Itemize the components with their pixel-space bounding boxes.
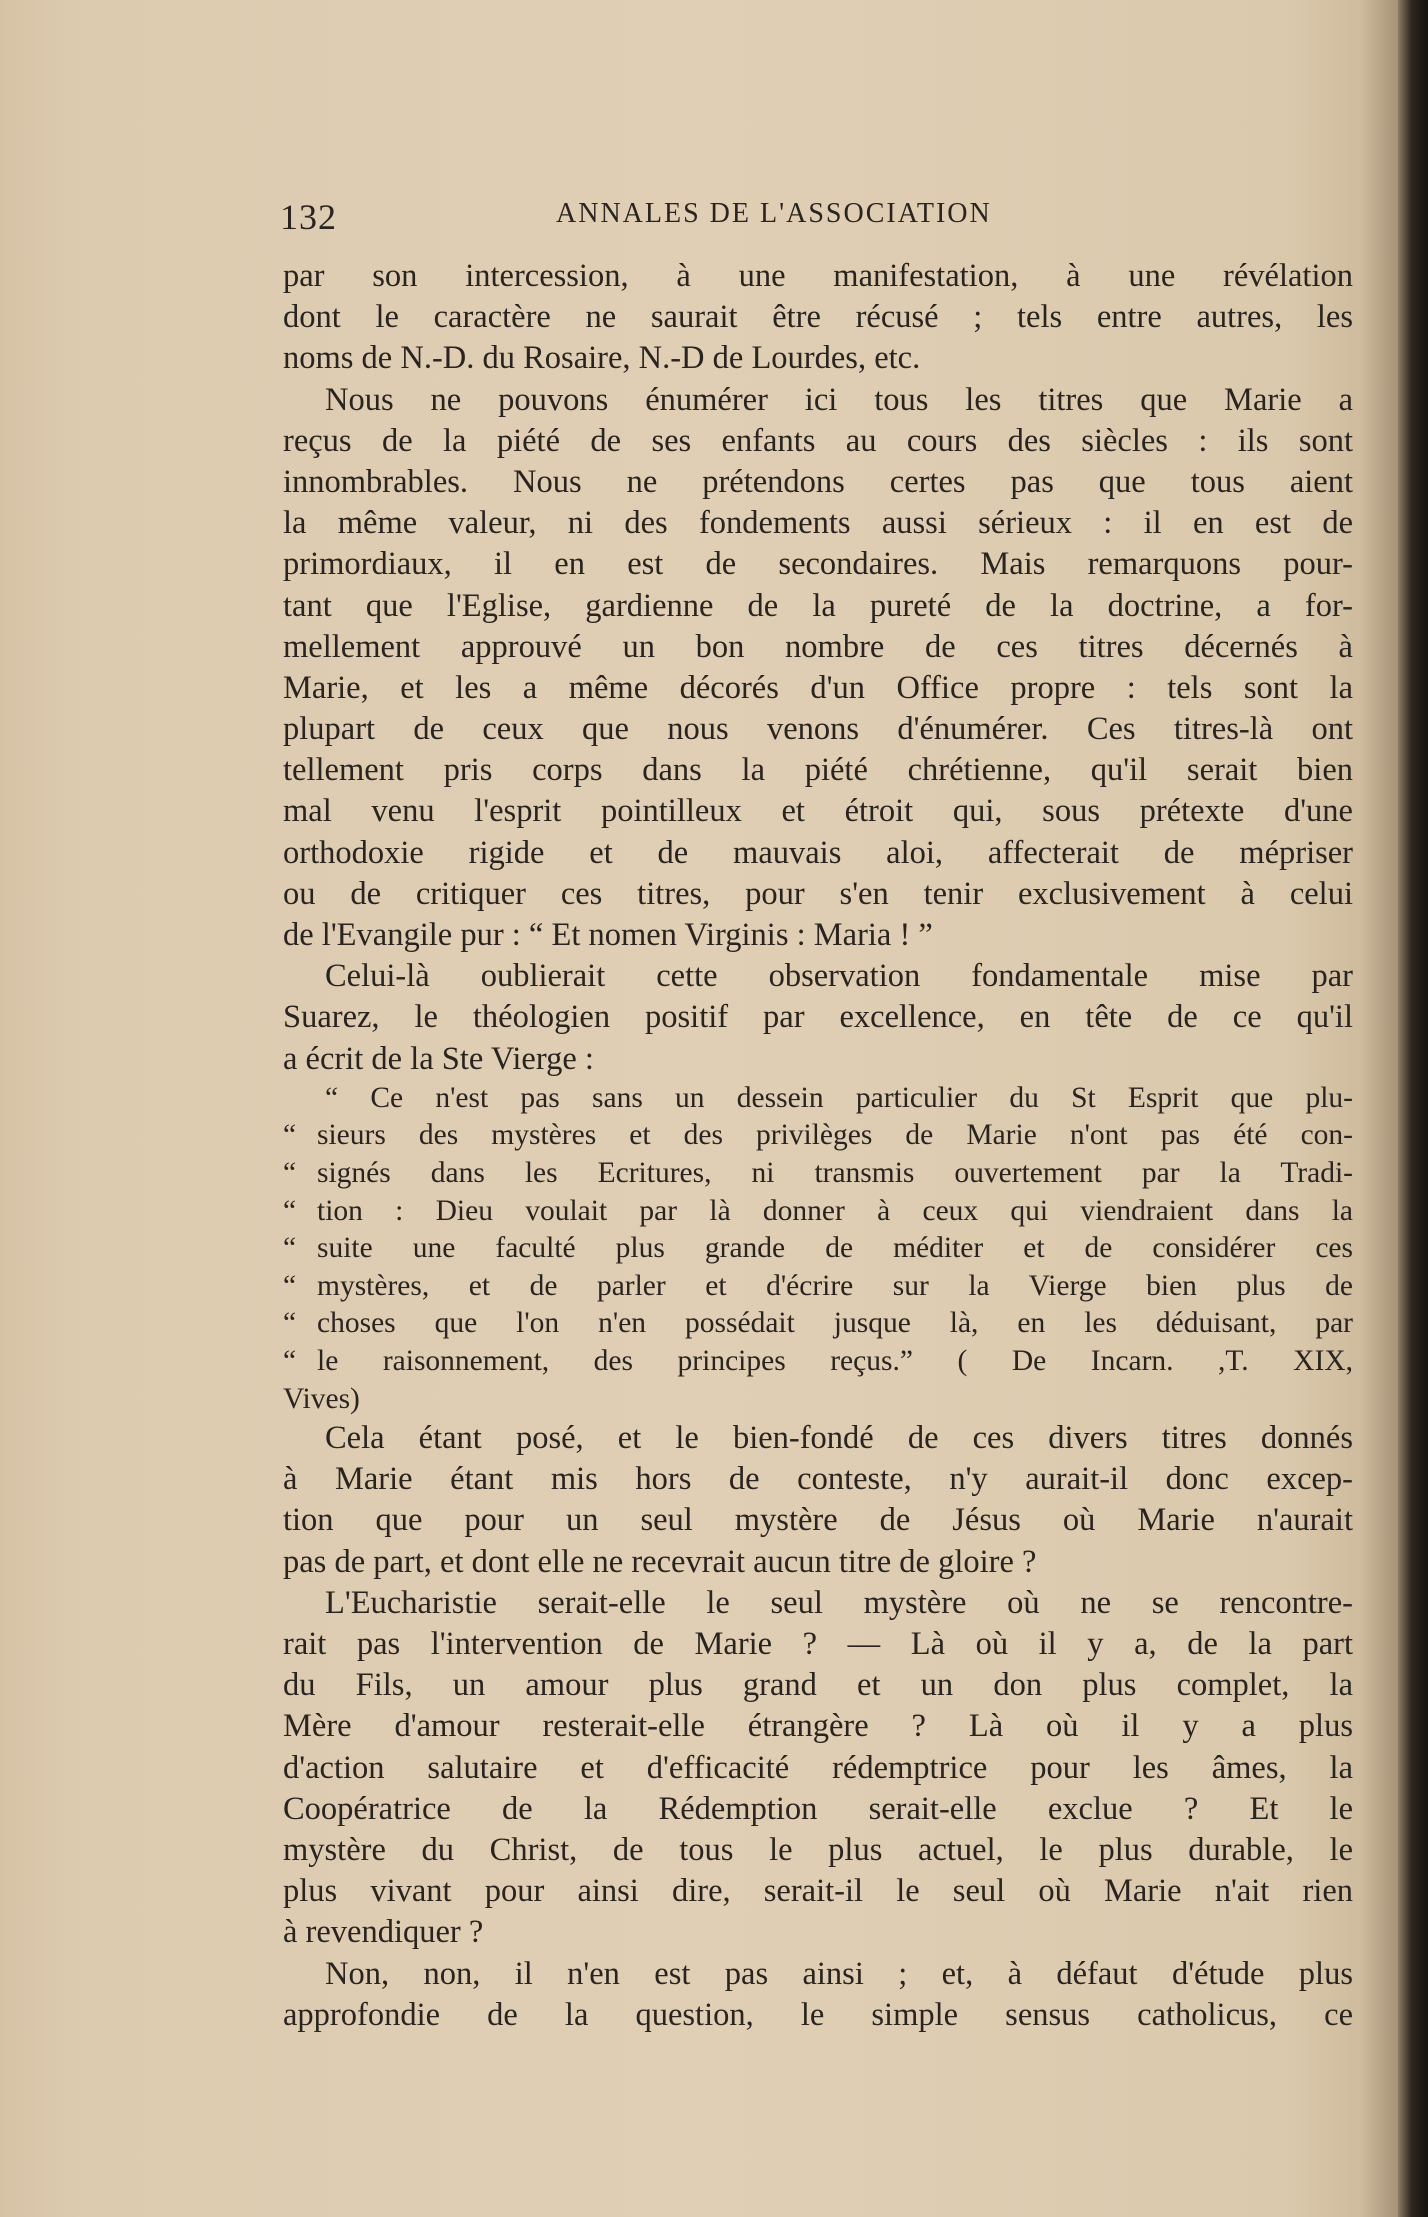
quote-mark: “ <box>283 1307 297 1340</box>
text-line: orthodoxie rigide et de mauvais aloi, affecterait de mépriser <box>283 834 1353 871</box>
page-number: 132 <box>280 197 337 237</box>
page-header <box>280 196 1355 240</box>
quote-mark: “ <box>283 1269 297 1302</box>
text-line: Celui-là oublierait cette observation fondamentale mise par <box>325 958 1353 995</box>
text-line: mal venu l'esprit pointilleux et étroit qui, sous prétexte d'une <box>283 793 1353 830</box>
quote-text: mystères, et de parler et d'écrire sur la Vierge bien plus de <box>317 1269 1353 1302</box>
quote-text: signés dans les Ecritures, ni transmis ouvertement par la Tradi- <box>317 1156 1353 1189</box>
quote-mark: “ <box>283 1344 297 1377</box>
quote-mark: “ <box>283 1194 297 1227</box>
text-line: de l'Evangile pur : “ Et nomen Virginis : Maria ! ” <box>283 917 933 953</box>
quote-text: suite une faculté plus grande de méditer et de considérer ces <box>317 1232 1353 1265</box>
running-head: ANNALES DE L'ASSOCIATION <box>556 198 992 229</box>
quote-line <box>283 1193 1353 1231</box>
text-line: noms de N.-D. du Rosaire, N.-D de Lourdes, etc. <box>283 340 921 377</box>
quote-line <box>283 1268 1353 1306</box>
quote-line <box>283 1305 1353 1343</box>
text-line: pas de part, et dont elle ne recevrait aucun titre de gloire ? <box>283 1543 1037 1580</box>
quote-line <box>283 1155 1353 1193</box>
body-text <box>283 256 1353 2036</box>
text-line: mellement approuvé un bon nombre de ces titres décernés à <box>283 628 1353 665</box>
text-line: Nous ne pouvons énumérer ici tous les titres que Marie a <box>325 381 1353 418</box>
text-line: approfondie de la question, le simple sensus catholicus, ce <box>283 1996 1353 2033</box>
text-line: Suarez, le théologien positif par excellence, en tête de ce qu'il <box>283 999 1353 1036</box>
text-line: à revendiquer ? <box>283 1914 484 1951</box>
text-line: reçus de la piété de ses enfants au cours des siècles : ils sont <box>283 422 1353 459</box>
text-line: tion que pour un seul mystère de Jésus où Marie n'aurait <box>283 1502 1353 1539</box>
text-line: plupart de ceux que nous venons d'énumérer. Ces titres-là ont <box>283 711 1353 748</box>
text-line: rait pas l'intervention de Marie ? — Là où il y a, de la part <box>283 1626 1353 1663</box>
text-line: plus vivant pour ainsi dire, serait-il le seul où Marie n'ait rien <box>283 1873 1353 1910</box>
quote-line: “ Ce n'est pas sans un dessein particulier du St Esprit que plu- <box>325 1081 1353 1114</box>
quote-mark: “ <box>283 1232 297 1265</box>
quote-line <box>283 1343 1353 1381</box>
text-line: Non, non, il n'en est pas ainsi ; et, à défaut d'étude plus <box>325 1955 1353 1992</box>
text-line: Coopératrice de la Rédemption serait-elle exclue ? Et le <box>283 1790 1353 1827</box>
text-line: du Fils, un amour plus grand et un don plus complet, la <box>283 1667 1353 1704</box>
text-line: tant que l'Eglise, gardienne de la pureté de la doctrine, a for- <box>283 587 1353 624</box>
text-line: dont le caractère ne saurait être récusé ; tels entre autres, les <box>283 299 1353 336</box>
quote-text: choses que l'on n'en possédait jusque là, en les déduisant, par <box>317 1307 1353 1340</box>
text-line: innombrables. Nous ne prétendons certes pas que tous aient <box>283 463 1353 500</box>
text-line: ou de critiquer ces titres, pour s'en tenir exclusivement à celui <box>283 875 1353 912</box>
text-line: Marie, et les a même décorés d'un Office propre : tels sont la <box>283 669 1353 706</box>
quote-text: tion : Dieu voulait par là donner à ceux qui viendraient dans la <box>317 1194 1353 1227</box>
text-line: tellement pris corps dans la piété chrétienne, qu'il serait bien <box>283 752 1353 789</box>
text-line: L'Eucharistie serait-elle le seul mystère où ne se rencontre- <box>325 1584 1353 1621</box>
text-line: Cela étant posé, et le bien-fondé de ces divers titres donnés <box>325 1420 1353 1457</box>
text-line: mystère du Christ, de tous le plus actuel, le plus durable, le <box>283 1831 1353 1868</box>
text-line: a écrit de la Ste Vierge : <box>283 1040 594 1077</box>
quote-mark: “ <box>283 1156 297 1189</box>
quote-text: sieurs des mystères et des privilèges de Marie n'ont pas été con- <box>317 1119 1353 1152</box>
text-line: à Marie étant mis hors de conteste, n'y aurait-il donc excep- <box>283 1461 1353 1498</box>
text-line: Mère d'amour resterait-elle étrangère ? Là où il y a plus <box>283 1708 1353 1745</box>
text-line: la même valeur, ni des fondements aussi sérieux : il en est de <box>283 505 1353 542</box>
quote-mark: “ <box>283 1119 297 1152</box>
text-line: primordiaux, il en est de secondaires. Mais remarquons pour- <box>283 546 1353 583</box>
text-line: d'action salutaire et d'efficacité rédemptrice pour les âmes, la <box>283 1749 1353 1786</box>
book-edge <box>1398 0 1428 2217</box>
quote-line <box>283 1230 1353 1268</box>
text-line: par son intercession, à une manifestation, à une révélation <box>283 258 1353 294</box>
page-shadow <box>1360 0 1398 2217</box>
quote-line: Vives) <box>283 1382 360 1415</box>
quote-text: le raisonnement, des principes reçus.” ( De Incarn. ,T. XIX, <box>317 1344 1353 1377</box>
quote-line <box>283 1117 1353 1155</box>
